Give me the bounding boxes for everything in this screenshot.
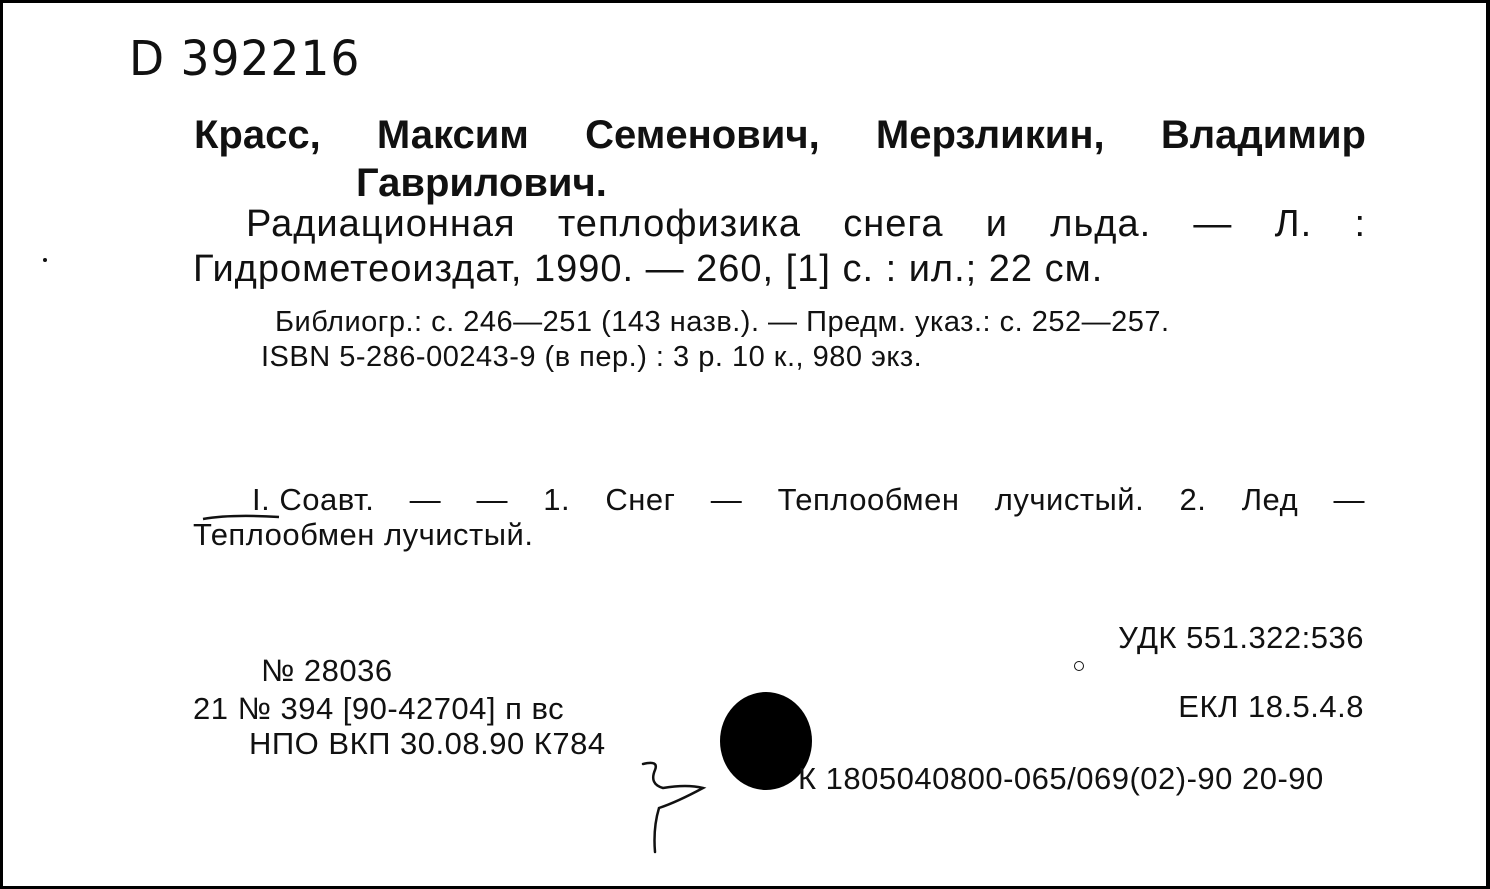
author-line-1 [194, 113, 1366, 158]
author-line-2: Гаврилович. [356, 161, 607, 205]
tracings-line-1 [252, 482, 1365, 518]
author-word: Красс, [194, 113, 321, 157]
title-word: льда. [1050, 203, 1152, 245]
tracing-word: 2. [1179, 482, 1207, 517]
title-word: Л. [1274, 203, 1313, 245]
order-number: № 28036 [261, 653, 393, 688]
bibliography-note: Библиогр.: с. 246—251 (143 назв.). — Предм. указ.: с. 252—257. [275, 306, 1170, 338]
author-word: Семенович, [585, 113, 820, 157]
title-word: — [1193, 203, 1233, 245]
title-word: снега [843, 203, 944, 245]
tracing-word: I. Соавт. [252, 482, 375, 517]
lbc-code: К 1805040800-065/069(02)-90 20-90 [798, 761, 1324, 796]
tracings-line-2: Теплообмен лучистый. [193, 517, 534, 552]
print-line: 21 № 394 [90-42704] п вс [193, 691, 565, 726]
ekl-code: ЕКЛ 18.5.4.8 [1178, 689, 1364, 724]
pen-stroke-mark [201, 513, 281, 523]
stray-dot [43, 258, 47, 262]
title-line-2: Гидрометеоиздат, 1990. — 260, [1] с. : ил.; 22 см. [193, 248, 1104, 290]
tracing-word: лучистый. [994, 482, 1145, 517]
title-line-1 [246, 203, 1366, 246]
title-word: и [985, 203, 1009, 245]
author-word: Владимир [1160, 113, 1366, 157]
tracing-word: — [710, 482, 743, 517]
tracing-word: Снег [605, 482, 676, 517]
title-word: теплофизика [557, 203, 801, 245]
tracing-word: — [1333, 482, 1365, 517]
tracing-word: — [476, 482, 508, 517]
tracing-word: 1. [543, 482, 571, 517]
publisher-line: НПО ВКП 30.08.90 К784 [249, 726, 606, 761]
handwritten-mark [629, 758, 719, 858]
tracing-word: — [409, 482, 442, 517]
author-word: Мерзликин, [875, 113, 1105, 157]
tracing-word: Лед [1241, 482, 1299, 517]
tracing-word: Теплообмен [777, 482, 960, 517]
udc-code: УДК 551.322:536 [1118, 620, 1364, 655]
title-word: Радиационная [246, 203, 516, 245]
title-word: : [1354, 203, 1366, 245]
isbn-note: ISBN 5-286-00243-9 (в пер.) : 3 р. 10 к., 980 экз. [261, 341, 923, 373]
call-number: D 392216 [129, 31, 361, 87]
author-word: Максим [376, 113, 529, 157]
small-circle-mark [1074, 661, 1084, 671]
